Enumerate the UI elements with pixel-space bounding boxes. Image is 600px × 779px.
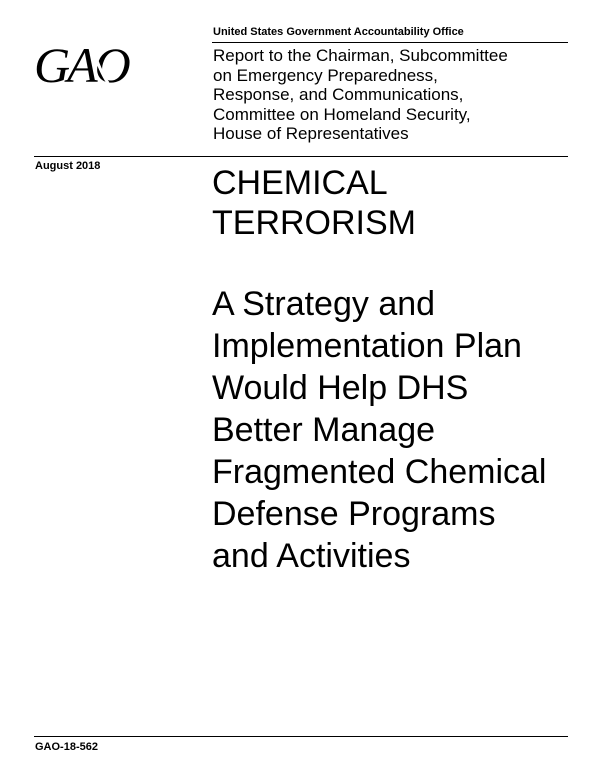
gao-logo <box>32 38 144 90</box>
subtitle-line: A Strategy and <box>212 285 436 323</box>
title-line: CHEMICAL <box>212 164 388 202</box>
report-addressee <box>213 46 573 144</box>
subtitle-line: Better Manage <box>212 411 436 449</box>
subtitle-line: and Activities <box>212 537 411 575</box>
addressee-line: Report to the Chairman, Subcommittee <box>213 46 508 65</box>
header-divider <box>212 42 568 43</box>
agency-name: United States Government Accountability Office <box>213 26 464 38</box>
section-divider <box>34 156 568 157</box>
gao-logo-text: GAO <box>34 38 128 90</box>
footer-divider <box>34 736 568 737</box>
subtitle-line: Would Help DHS <box>212 369 469 407</box>
addressee-line: Committee on Homeland Security, <box>213 104 471 124</box>
subtitle-line: Defense Programs <box>212 495 496 533</box>
title-line: TERRORISM <box>212 204 416 242</box>
subtitle-line: Fragmented Chemical <box>212 453 547 491</box>
subtitle-line: Implementation Plan <box>212 327 522 365</box>
addressee-line: on Emergency Preparedness, <box>213 65 438 85</box>
report-number: GAO-18-562 <box>35 741 98 753</box>
report-title <box>212 163 416 243</box>
report-date: August 2018 <box>35 160 101 172</box>
addressee-line: Response, and Communications, <box>213 85 464 104</box>
addressee-line: House of Representatives <box>213 124 409 143</box>
report-subtitle <box>212 283 546 577</box>
